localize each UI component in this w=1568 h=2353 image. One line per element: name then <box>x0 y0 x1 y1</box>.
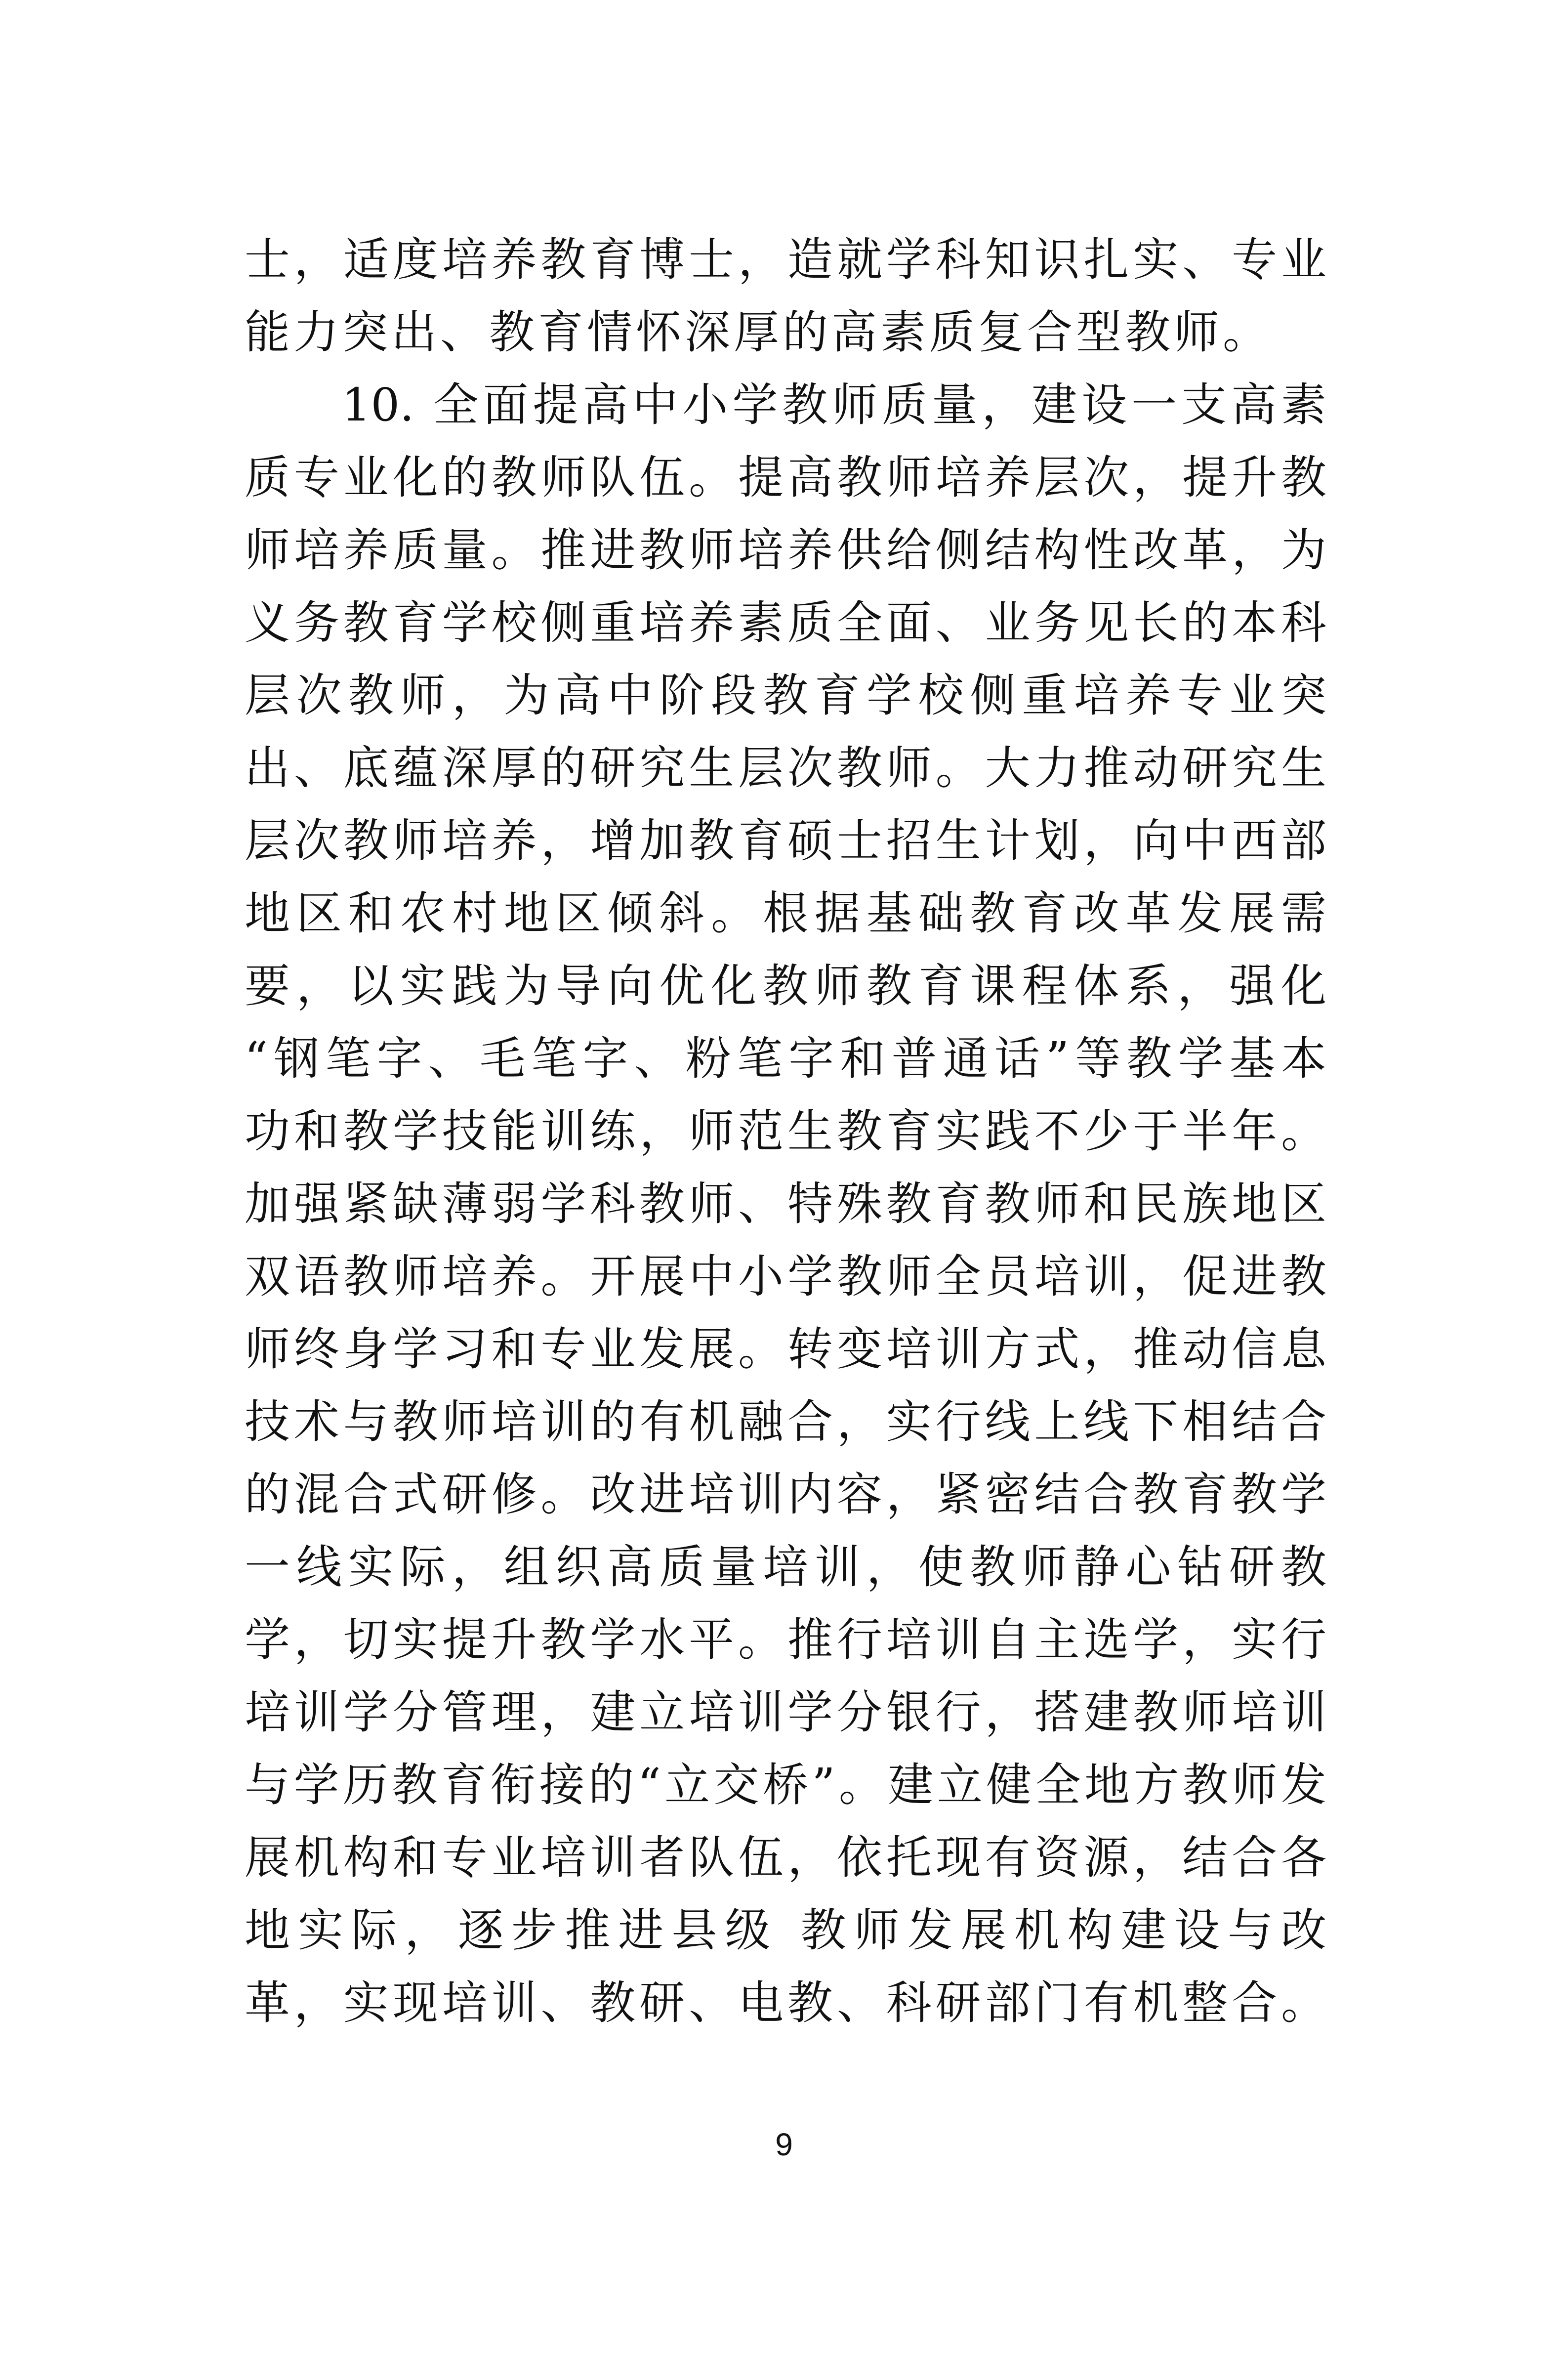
body-text-line: 地实际，逐步推进县级 教师发展机构建设与改 <box>245 1904 1326 1957</box>
body-text-line: 一线实际，组织高质量培训，使教师静心钻研教 <box>245 1541 1326 1594</box>
body-text-line: 师终身学习和专业发展。转变培训方式，推动信息 <box>245 1323 1326 1376</box>
body-text-line: 能力突出、教育情怀深厚的高素质复合型教师。 <box>245 306 1272 359</box>
body-text-line: 展机构和专业培训者队伍，依托现有资源，结合各 <box>245 1831 1326 1884</box>
body-text-line: “钢笔字、毛笔字、粉笔字和普通话”等教学基本 <box>245 1032 1326 1085</box>
body-text-line: 技术与教师培训的有机融合，实行线上线下相结合 <box>245 1395 1326 1448</box>
body-text-line: 师培养质量。推进教师培养供给侧结构性改革，为 <box>245 524 1326 577</box>
body-text-line: 要，以实践为导向优化教师教育课程体系，强化 <box>245 960 1326 1012</box>
body-text-line: 士，适度培养教育博士，造就学科知识扎实、专业 <box>245 233 1326 286</box>
body-text-line: 革，实现培训、教研、电教、科研部门有机整合。 <box>245 1976 1326 2029</box>
body-text-line: 学，切实提升教学水平。推行培训自主选学，实行 <box>245 1613 1326 1666</box>
body-text-line: 层次教师培养，增加教育硕士招生计划，向中西部 <box>245 814 1326 867</box>
body-text-line: 地区和农村地区倾斜。根据基础教育改革发展需 <box>245 887 1326 940</box>
page-number: 9 <box>775 2127 793 2162</box>
body-text-line: 功和教学技能训练，师范生教育实践不少于半年。 <box>245 1105 1326 1158</box>
body-text <box>245 223 1326 2039</box>
body-text-line: 层次教师，为高中阶段教育学校侧重培养专业突 <box>245 669 1326 722</box>
section-10-first-line: 10. 全面提高中小学教师质量，建设一支高素 <box>342 378 1326 431</box>
body-text-line: 的混合式研修。改进培训内容，紧密结合教育教学 <box>245 1468 1326 1521</box>
body-text-line: 质专业化的教师队伍。提高教师培养层次，提升教 <box>245 451 1326 504</box>
body-text-line: 出、底蕴深厚的研究生层次教师。大力推动研究生 <box>245 742 1326 795</box>
body-text-line: 双语教师培养。开展中小学教师全员培训，促进教 <box>245 1250 1326 1303</box>
body-text-line: 加强紧缺薄弱学科教师、特殊教育教师和民族地区 <box>245 1177 1326 1230</box>
body-text-line: 培训学分管理，建立培训学分银行，搭建教师培训 <box>245 1686 1326 1739</box>
body-text-line: 与学历教育衔接的“立交桥”。建立健全地方教师发 <box>245 1759 1326 1811</box>
body-text-line: 义务教育学校侧重培养素质全面、业务见长的本科 <box>245 596 1326 649</box>
